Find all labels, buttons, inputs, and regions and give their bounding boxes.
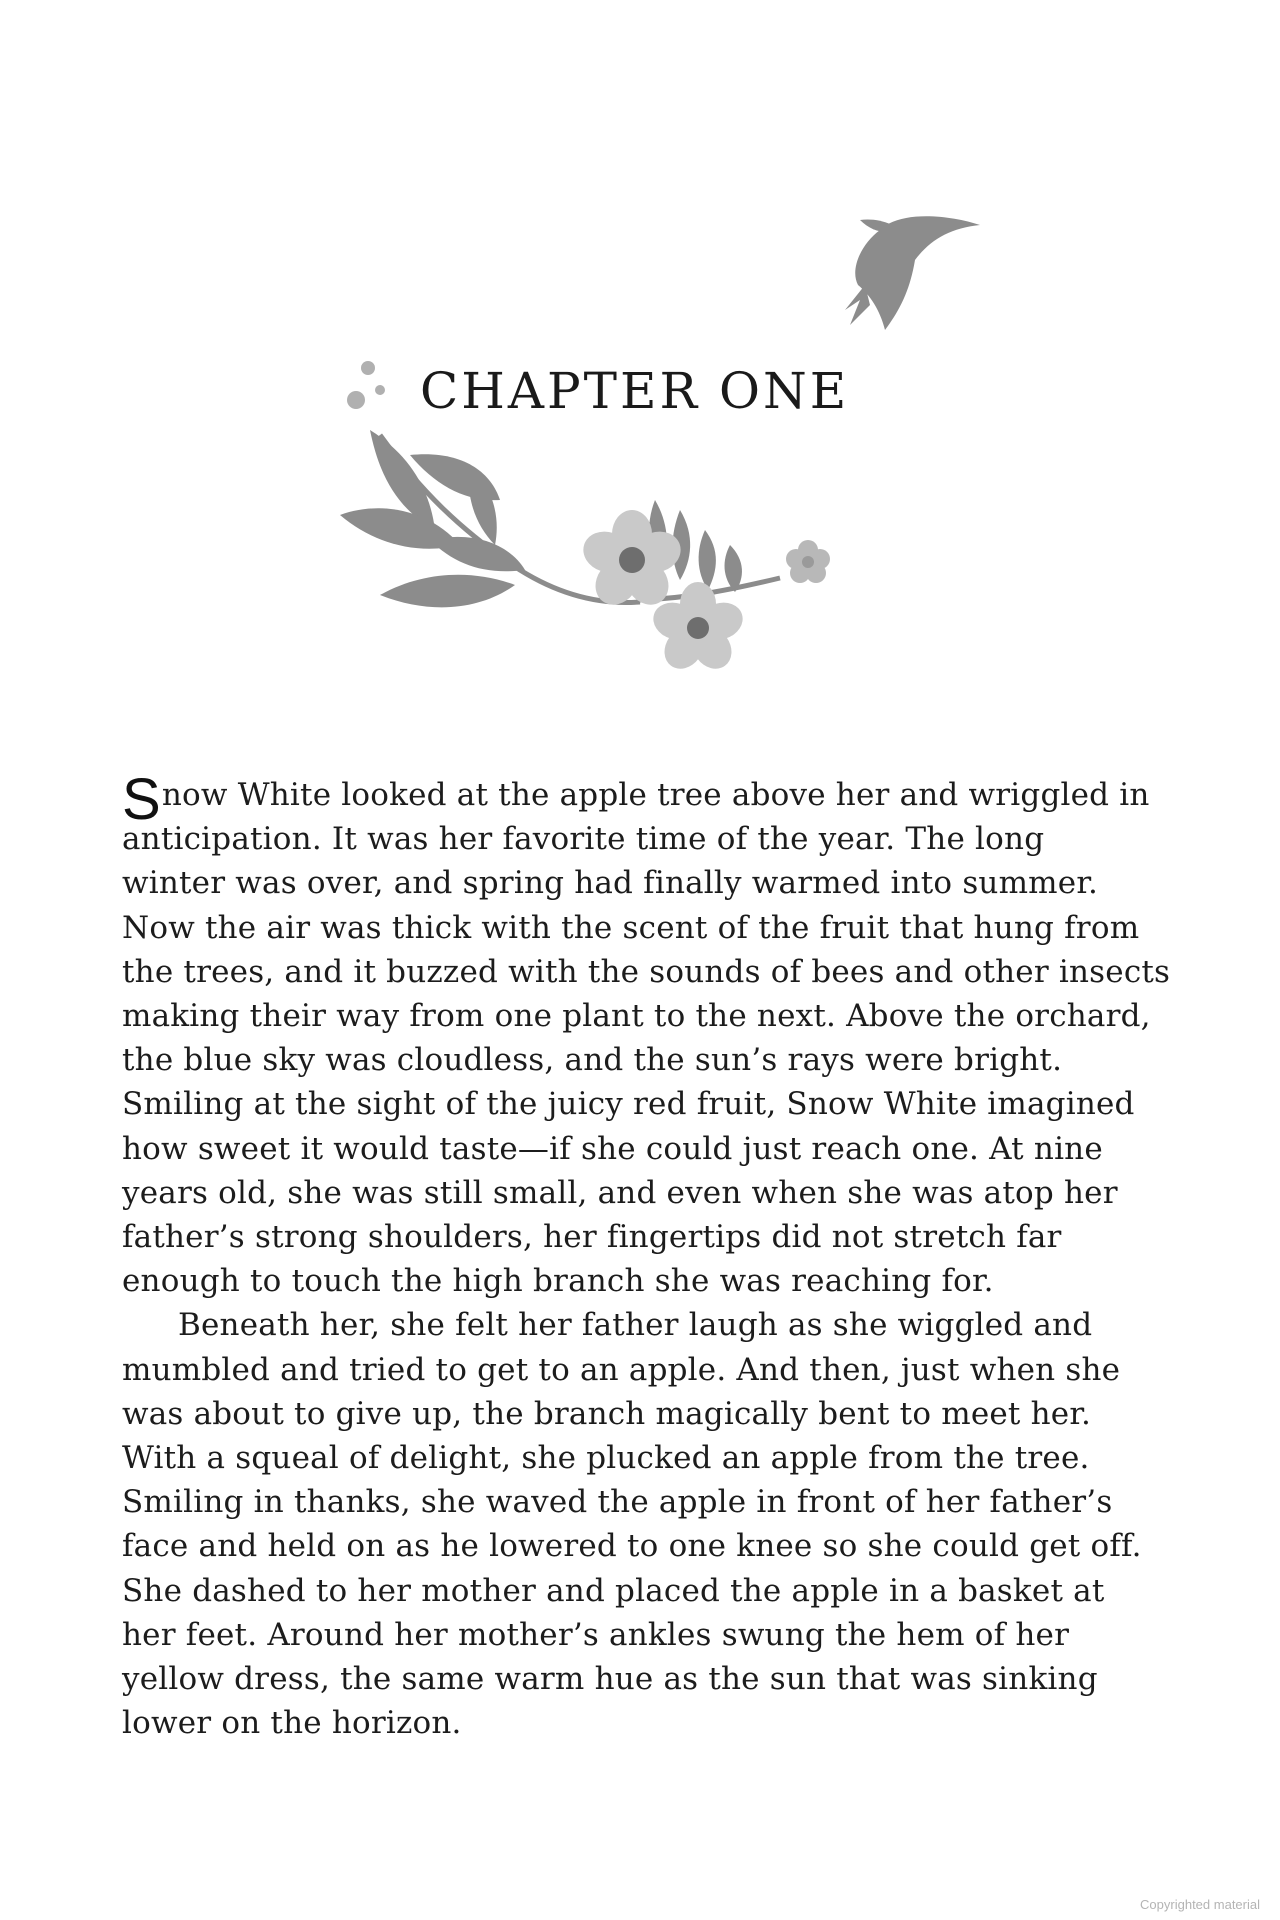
text-line: Beneath her, she felt her father laugh as she wiggled and [178, 1307, 1093, 1344]
text-line: enough to touch the high branch she was reaching for. [122, 1263, 994, 1300]
text-line: Smiling in thanks, she waved the apple in front of her father’s [122, 1484, 1113, 1521]
text-line: Snow White looked at the apple tree above her and wriggled in [122, 767, 1150, 832]
text-line: making their way from one plant to the next. Above the orchard, [122, 998, 1151, 1035]
text-line: face and held on as he lowered to one knee so she could get off. [122, 1528, 1142, 1565]
text-line: winter was over, and spring had finally warmed into summer. [122, 865, 1098, 902]
text-line: years old, she was still small, and even when she was atop her [122, 1174, 1118, 1211]
text-line: was about to give up, the branch magically bent to meet her. [122, 1395, 1092, 1432]
text-line: mumbled and tried to get to an apple. And then, just when she [122, 1351, 1121, 1388]
text-line: her feet. Around her mother’s ankles swung the hem of her [122, 1616, 1070, 1653]
text-line: father’s strong shoulders, her fingertips did not stretch far [122, 1219, 1062, 1256]
text-line: With a squeal of delight, she plucked an apple from the tree. [122, 1440, 1090, 1477]
paragraph-1 [122, 767, 1177, 1303]
copyright-watermark: Copyrighted material [1140, 1897, 1260, 1912]
bird-icon [845, 216, 980, 330]
paragraph-2 [122, 1303, 1177, 1745]
text-line: how sweet it would taste—if she could just reach one. At nine [122, 1130, 1103, 1167]
text-line: Now the air was thick with the scent of the fruit that hung from [122, 909, 1140, 946]
chapter-body [122, 767, 1177, 1745]
text-line: the trees, and it buzzed with the sounds of bees and other insects [122, 953, 1171, 990]
text-line: the blue sky was cloudless, and the sun’s rays were bright. [122, 1042, 1063, 1079]
drop-cap: S [122, 767, 161, 832]
chapter-ornament [260, 200, 980, 700]
text-line: Smiling at the sight of the juicy red fruit, Snow White imagined [122, 1086, 1135, 1123]
flower-icon [786, 540, 830, 583]
text-line: anticipation. It was her favorite time of the year. The long [122, 821, 1045, 858]
leaf-branch-icon [340, 430, 640, 607]
text-line: yellow dress, the same warm hue as the sun that was sinking [122, 1661, 1098, 1698]
chapter-title: CHAPTER ONE [420, 362, 850, 420]
text-line: She dashed to her mother and placed the apple in a basket at [122, 1572, 1105, 1609]
dots-icon [347, 361, 385, 409]
text-line: lower on the horizon. [122, 1705, 462, 1742]
